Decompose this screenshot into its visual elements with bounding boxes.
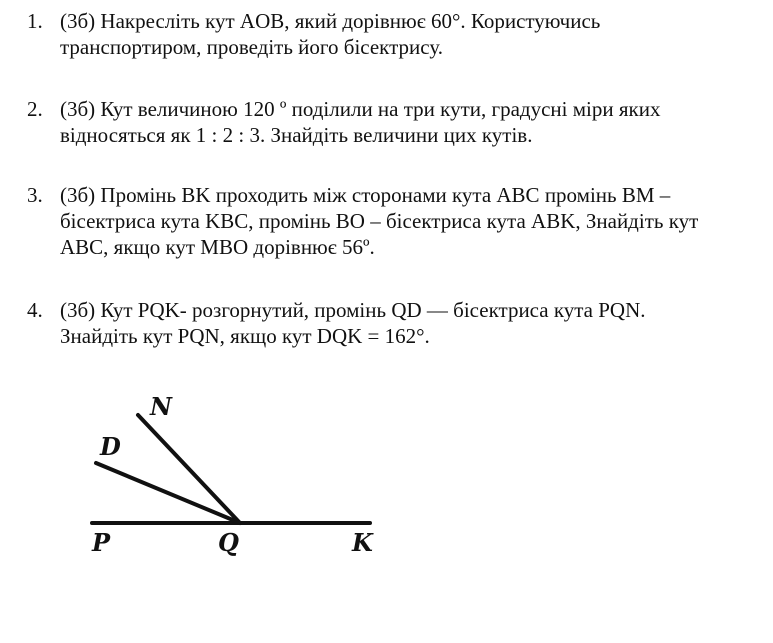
label-q: Q (218, 528, 239, 557)
ray-qd (96, 463, 240, 523)
problem-text-line: бісектриса кута KBC, промінь BO – бісектриса кута ABK, Знайдіть кут (60, 209, 699, 233)
problem-text-line: (3б) Кут величиною 120 º поділили на три кути, градусні міри яких (60, 97, 661, 121)
ray-qn (138, 415, 240, 523)
problem-number: 4. (27, 298, 43, 322)
problem-text-line: ABC, якщо кут MBO дорівнює 56º. (60, 235, 375, 259)
problem-text-line: Знайдіть кут PQN, якщо кут DQK = 162°. (60, 324, 430, 348)
problem-number: 1. (27, 9, 43, 33)
problem-text-line: (3б) Накресліть кут AOB, який дорівнює 60°. Користуючись (60, 9, 601, 33)
problem-text-line: відносяться як 1 : 2 : 3. Знайдіть величини цих кутів. (60, 123, 533, 147)
label-k: K (352, 528, 373, 557)
label-d: D (100, 432, 121, 461)
label-n: N (150, 392, 172, 421)
problem-number: 3. (27, 183, 43, 207)
problem-text-line: транспортиром, проведіть його бісектрису. (60, 35, 443, 59)
problem-text-line: (3б) Промінь BK проходить між сторонами кута ABC промінь BM – (60, 183, 671, 207)
problem-number: 2. (27, 97, 43, 121)
label-p: P (92, 528, 111, 557)
problem-text-line: (3б) Кут PQK- розгорнутий, промінь QD — бісектриса кута PQN. (60, 298, 646, 322)
